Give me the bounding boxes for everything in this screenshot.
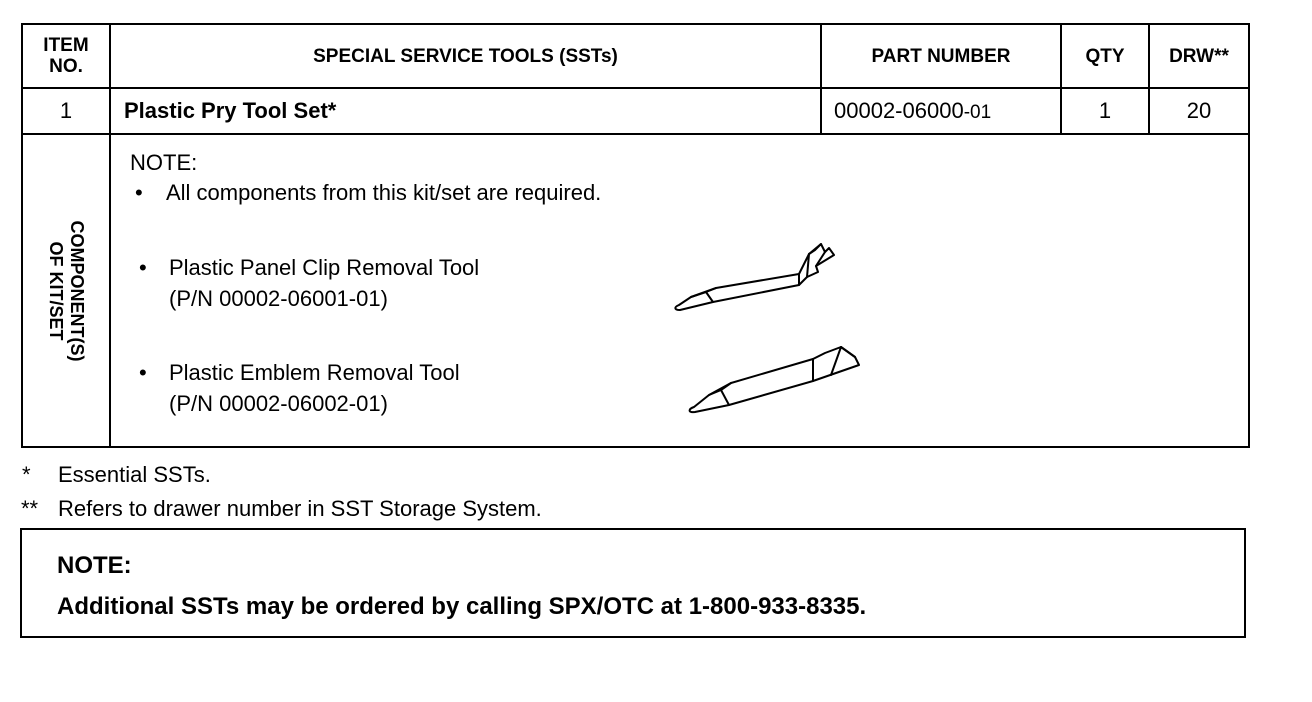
row-drw: 20: [1149, 88, 1249, 134]
components-label-cell: [22, 134, 110, 447]
header-tools: SPECIAL SERVICE TOOLS (SSTs): [110, 24, 821, 88]
component-part-number: (P/N 00002-06001-01): [169, 286, 388, 311]
table-row: [22, 88, 1249, 134]
note-text: Additional SSTs may be ordered by calling SPX/OTC at 1-800-933-8335.: [57, 593, 867, 620]
header-drw: DRW**: [1149, 24, 1249, 88]
footnote-mark: **: [21, 496, 39, 521]
component-part-number: (P/N 00002-06002-01): [169, 391, 388, 416]
header-item-no: [22, 24, 110, 88]
header-item-line1: ITEM: [43, 35, 89, 56]
sst-table: [21, 23, 1250, 448]
bullet-icon: •: [139, 360, 147, 385]
row-qty: 1: [1061, 88, 1149, 134]
row-item: 1: [22, 88, 110, 134]
components-note-label: NOTE:: [130, 150, 198, 175]
note-title: NOTE:: [57, 552, 132, 579]
footnote-mark: *: [22, 462, 31, 487]
header-item-line2: NO.: [49, 56, 83, 77]
components-label: [45, 220, 87, 361]
bullet-icon: •: [135, 180, 143, 205]
footnote-text: Refers to drawer number in SST Storage System.: [58, 496, 542, 521]
panel-clip-removal-tool-icon: [671, 230, 851, 320]
header-part-number: PART NUMBER: [821, 24, 1061, 88]
header-qty: QTY: [1061, 24, 1149, 88]
row-description: Plastic Pry Tool Set*: [110, 88, 821, 134]
components-row: [22, 134, 1249, 447]
table-header-row: [22, 24, 1249, 88]
components-label-line1: COMPONENT(S): [67, 220, 87, 361]
part-number-suffix: -01: [963, 102, 992, 123]
components-note-bullet: All components from this kit/set are required.: [166, 180, 602, 205]
emblem-removal-tool-icon: [681, 335, 871, 425]
part-number-main: 00002-06000: [834, 98, 964, 123]
row-part-number: [821, 88, 1061, 134]
components-cell: [110, 134, 1249, 447]
note-box: [20, 528, 1246, 638]
bullet-icon: •: [139, 255, 147, 280]
component-name: Plastic Emblem Removal Tool: [169, 360, 460, 385]
footnote-text: Essential SSTs.: [58, 462, 211, 487]
component-name: Plastic Panel Clip Removal Tool: [169, 255, 480, 280]
components-label-line2: OF KIT/SET: [46, 241, 66, 340]
